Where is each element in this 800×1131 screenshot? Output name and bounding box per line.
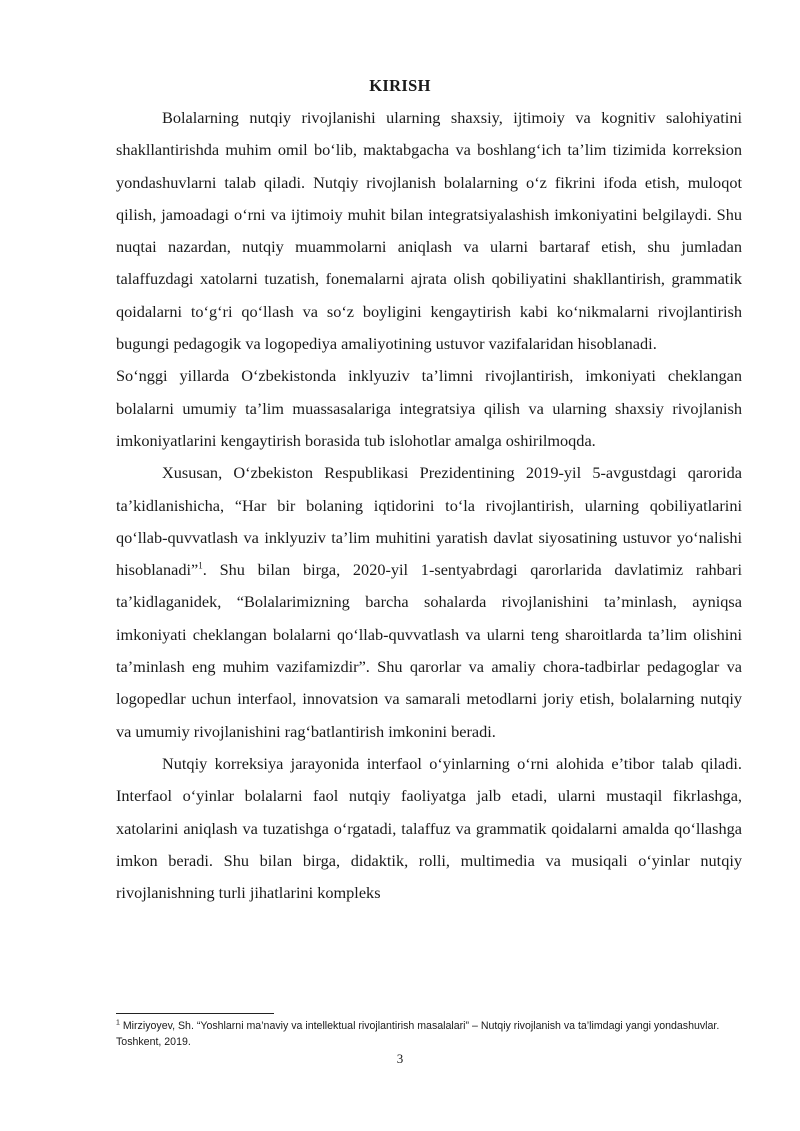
footnote-reference[interactable]: 1 (198, 560, 203, 571)
footnote-marker: 1 (116, 1019, 120, 1027)
paragraph-2-text-before-ref: Xususan, O‘zbekiston Respublikasi Prezidentining 2019-yil 5-avgustdagi qarorida ta’kidlanishicha, “Har bir bolaning iqtidorini to‘la rivojlantirish, ularning qobiliyatlarini qo‘llab-quvvatlash va inklyuziv ta’lim muhitini yaratish davlat siyosatining ustuvor yo‘nalishi hisoblanadi” (116, 463, 742, 580)
footnote-separator (116, 1013, 274, 1014)
paragraph-2-text-after-ref: . Shu bilan birga, 2020-yil 1-sentyabrdagi qarorlarida davlatimiz rahbari ta’kidlaganidek, “Bolalarimizning barcha sohalarda rivojlanishini ta’minlash, ayniqsa imkoniyati cheklangan bolalarni qo‘llab-quvvatlash va ularni teng sharoitlarda ta’lim olishini ta’minlash eng muhim vazifamizdir”. Shu qarorlar va amaliy chora-tadbirlar pedagoglar va logopedlar uchun interfaol, innovatsion va samarali metodlarni joriy etish, bolalarning nutqiy va umumiy rivojlanishini rag‘batlantirish imkonini beradi. (116, 560, 742, 741)
paragraph-1-continuation: So‘nggi yillarda O‘zbekistonda inklyuziv ta’limni rivojlantirish, imkoniyati cheklangan bolalarni umumiy ta’lim muassasalariga integratsiya qilish va ularning shaxsiy rivojlanish imkoniyatlarini kengaytirish borasida tub islohotlar amalga oshirilmoqda. (116, 366, 742, 450)
body-text (116, 102, 742, 909)
section-heading: KIRISH (369, 76, 431, 95)
paragraph-2 (116, 457, 742, 748)
paragraph-3: Nutqiy korreksiya jarayonida interfaol o‘yinlarning o‘rni alohida e’tibor talab qiladi. Interfaol o‘yinlar bolalarni faol nutqiy faoliyatga jalb etadi, ularni mustaqil fikrlashga, xatolarini aniqlash va tuzatishga o‘rgatadi, talaffuz va grammatik qoidalarni amalda qo‘llashga imkon beradi. Shu bilan birga, didaktik, rolli, multimedia va musiqali o‘yinlar nutqiy rivojlanishning turli jihatlarini kompleks (116, 753, 742, 903)
paragraph-1: Bolalarning nutqiy rivojlanishi ularning shaxsiy, ijtimoiy va kognitiv salohiyatini shakllantirishda muhim omil bo‘lib, maktabgacha va boshlang‘ich ta’lim tizimida korreksion yondashuvlarni talab qiladi. Nutqiy rivojlanish bolalarning o‘z fikrini ifoda etish, muloqot qilish, jamoadagi o‘rni va ijtimoiy muhit bilan integratsiyalashish imkoniyatini belgilaydi. Shu nuqtai nazardan, nutqiy muammolarni aniqlash va ularni bartaraf etish, shu jumladan talaffuzdagi xatolarni tuzatish, fonemalarni ajrata olish qobiliyatini shakllantirish, grammatik qoidalarni to‘g‘ri qo‘llash va so‘z boyligini kengaytirish kabi ko‘nikmalarni rivojlantirish bugungi pedagogik va logopediya amaliyotining ustuvor vazifalaridan hisoblanadi. (116, 108, 742, 354)
page-number: 3 (396, 1051, 404, 1066)
footnote-text: Mirziyoyev, Sh. “Yoshlarni ma’naviy va intellektual rivojlantirish masalalari” – Nutqiy rivojlanish va ta’limdagi yangi yondashuvlar. Toshkent, 2019. (116, 1020, 720, 1048)
footnote (116, 1018, 742, 1050)
